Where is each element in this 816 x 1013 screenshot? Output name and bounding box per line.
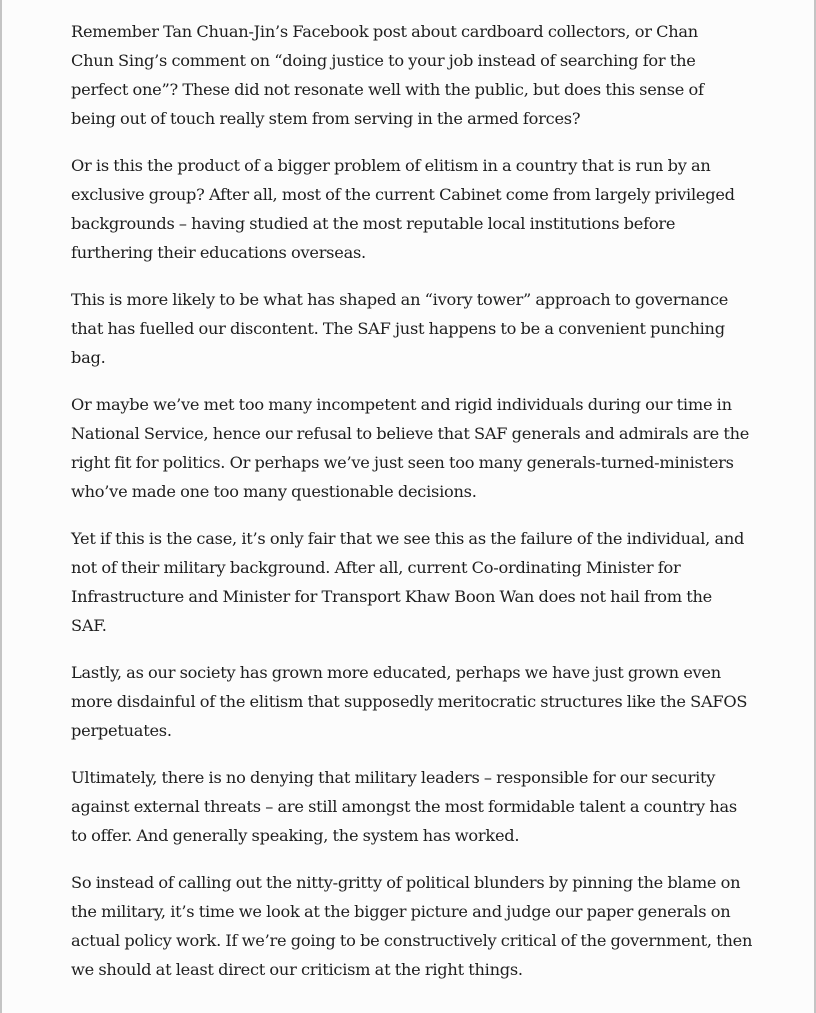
article-body [71,17,771,1002]
text-line: Infrastructure and Minister for Transport Khaw Boon Wan does not hail from the [71,587,712,606]
paragraph-1 [71,17,771,133]
text-line: actual policy work. If we’re going to be constructively critical of the government, then [71,931,753,950]
text-line: that has fuelled our discontent. The SAF just happens to be a convenient punching [71,319,725,338]
text-line: Chun Sing’s comment on “doing justice to your job instead of searching for the [71,51,696,70]
text-line: Or is this the product of a bigger problem of elitism in a country that is run by an [71,156,711,175]
text-line: backgrounds – having studied at the most reputable local institutions before [71,214,676,233]
text-line: Lastly, as our society has grown more educated, perhaps we have just grown even [71,663,721,682]
text-line: bag. [71,348,106,367]
text-line: National Service, hence our refusal to believe that SAF generals and admirals are the [71,424,750,443]
paragraph-2 [71,151,771,267]
text-line: against external threats – are still amongst the most formidable talent a country has [71,797,737,816]
text-line: who’ve made one too many questionable decisions. [71,482,477,501]
paragraph-5 [71,524,771,640]
text-line: the military, it’s time we look at the bigger picture and judge our paper generals on [71,902,731,921]
text-line: we should at least direct our criticism at the right things. [71,960,523,979]
text-line: more disdainful of the elitism that supposedly meritocratic structures like the SAFOS [71,692,748,711]
paragraph-7 [71,763,771,850]
paragraph-3 [71,285,771,372]
text-line: being out of touch really stem from serving in the armed forces? [71,109,581,128]
text-line: to offer. And generally speaking, the system has worked. [71,826,520,845]
text-line: SAF. [71,616,107,635]
text-line: This is more likely to be what has shaped an “ivory tower” approach to governance [71,290,729,309]
text-line: Remember Tan Chuan-Jin’s Facebook post about cardboard collectors, or Chan [71,22,698,41]
text-line: perpetuates. [71,721,172,740]
text-line: exclusive group? After all, most of the current Cabinet come from largely privileged [71,185,735,204]
paragraph-4 [71,390,771,506]
text-line: perfect one”? These did not resonate well with the public, but does this sense of [71,80,704,99]
text-line: So instead of calling out the nitty-gritty of political blunders by pinning the blame on [71,873,741,892]
text-line: not of their military background. After all, current Co-ordinating Minister for [71,558,681,577]
paragraph-8 [71,868,771,984]
text-line: Ultimately, there is no denying that military leaders – responsible for our security [71,768,716,787]
text-line: Yet if this is the case, it’s only fair that we see this as the failure of the individual, and [71,529,745,548]
text-line: right fit for politics. Or perhaps we’ve just seen too many generals-turned-ministers [71,453,734,472]
text-line: furthering their educations overseas. [71,243,366,262]
paragraph-6 [71,658,771,745]
text-line: Or maybe we’ve met too many incompetent and rigid individuals during our time in [71,395,732,414]
